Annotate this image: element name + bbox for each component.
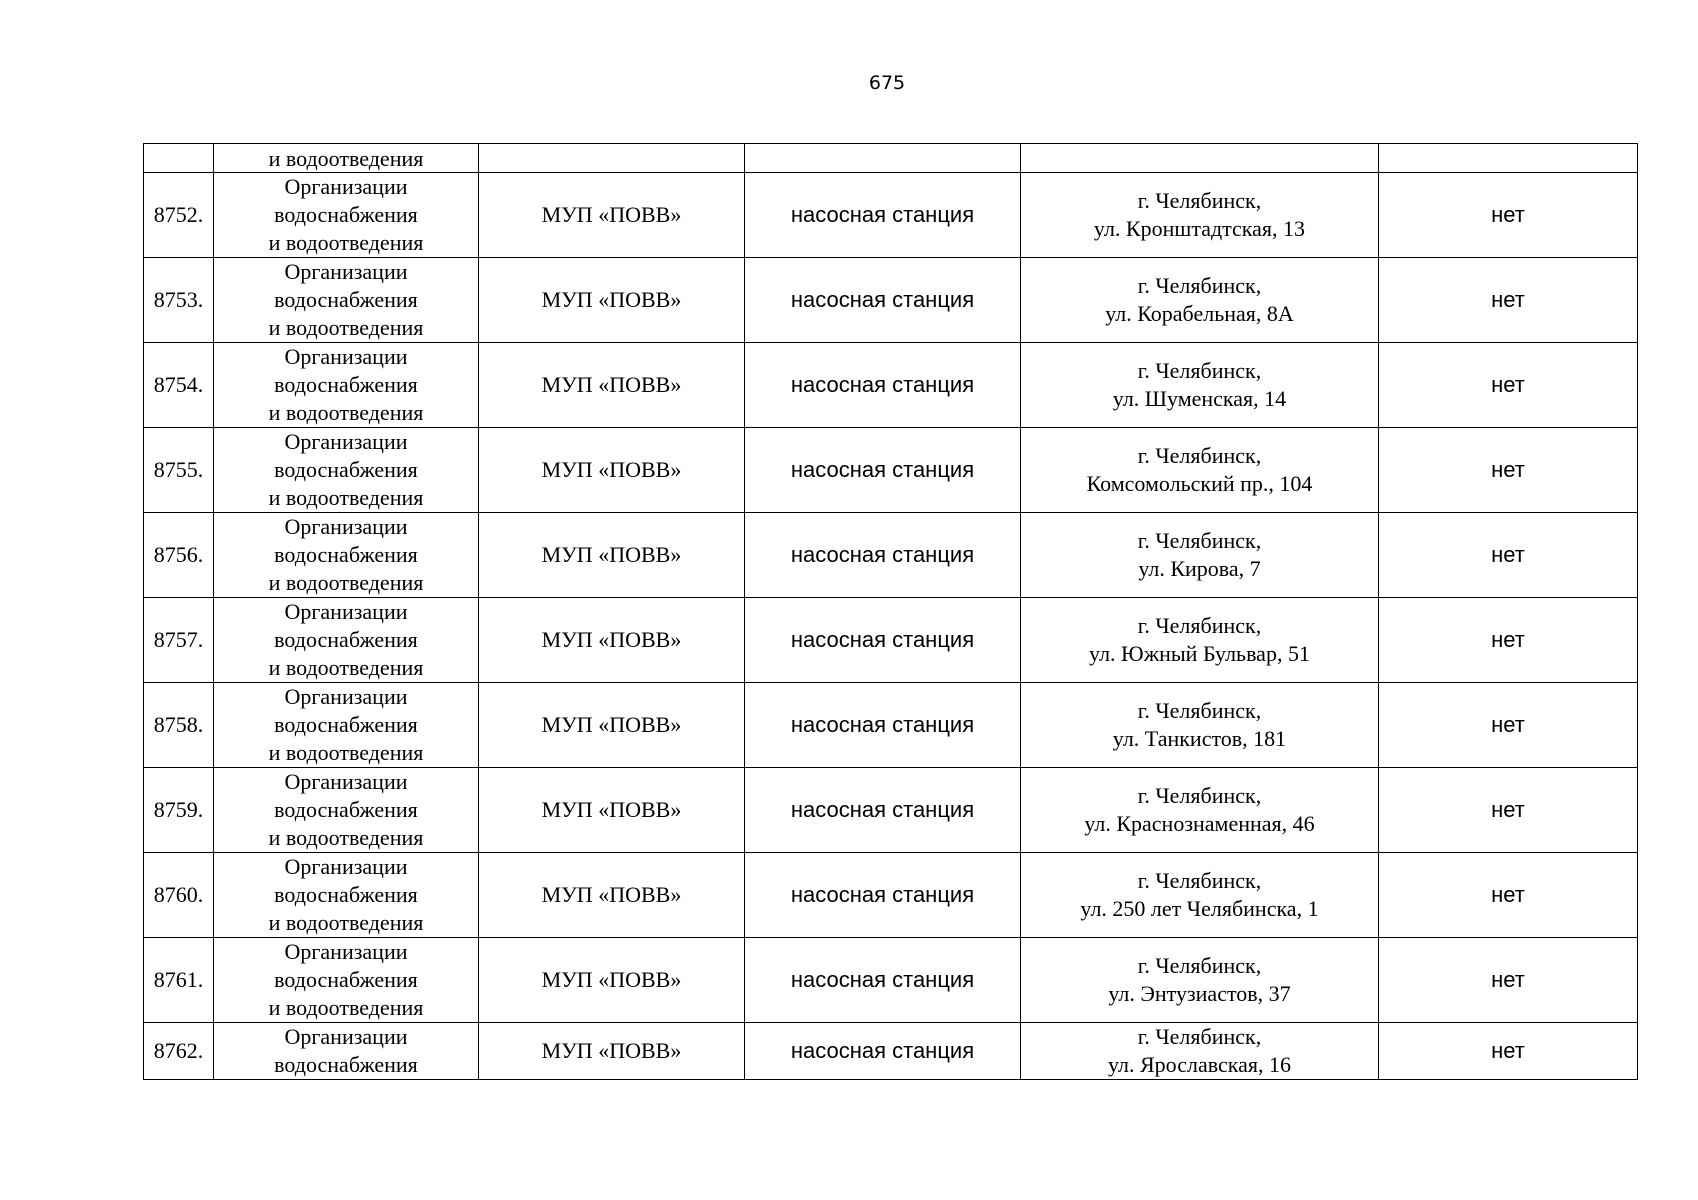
cell-object: насосная станция bbox=[745, 853, 1021, 938]
cell-flag: нет bbox=[1379, 343, 1638, 428]
org-type-line: и водоотведения bbox=[268, 315, 424, 340]
address-line: г. Челябинск, bbox=[1137, 868, 1262, 893]
cell-address bbox=[1021, 144, 1379, 173]
org-type-line: Организации bbox=[284, 939, 408, 964]
cell-operator: МУП «ПОВВ» bbox=[479, 513, 745, 598]
cell-object: насосная станция bbox=[745, 938, 1021, 1023]
cell-operator bbox=[479, 144, 745, 173]
cell-address bbox=[1021, 768, 1379, 853]
cell-flag: нет bbox=[1379, 938, 1638, 1023]
address-line: г. Челябинск, bbox=[1137, 273, 1262, 298]
cell-flag: нет bbox=[1379, 428, 1638, 513]
cell-operator: МУП «ПОВВ» bbox=[479, 938, 745, 1023]
address-line: ул. Южный Бульвар, 51 bbox=[1089, 641, 1310, 666]
cell-flag bbox=[1379, 144, 1638, 173]
table-row bbox=[144, 428, 1638, 513]
address-line: ул. Краснознаменная, 46 bbox=[1084, 811, 1315, 836]
page-number: 675 bbox=[868, 72, 906, 94]
table-row bbox=[144, 258, 1638, 343]
org-type-line: и водоотведения bbox=[268, 825, 424, 850]
address-line: г. Челябинск, bbox=[1137, 443, 1262, 468]
cell-object: насосная станция bbox=[745, 428, 1021, 513]
cell-flag: нет bbox=[1379, 1023, 1638, 1080]
table-row bbox=[144, 343, 1638, 428]
address-line: г. Челябинск, bbox=[1137, 1024, 1262, 1049]
cell-operator: МУП «ПОВВ» bbox=[479, 258, 745, 343]
org-type-line: водоснабжения bbox=[274, 1052, 418, 1077]
cell-address bbox=[1021, 938, 1379, 1023]
address-line: ул. Кирова, 7 bbox=[1138, 556, 1261, 581]
table-row bbox=[144, 513, 1638, 598]
address-line: ул. Энтузиастов, 37 bbox=[1108, 981, 1291, 1006]
cell-operator: МУП «ПОВВ» bbox=[479, 598, 745, 683]
cell-org-type bbox=[214, 1023, 479, 1080]
address-line: г. Челябинск, bbox=[1137, 953, 1262, 978]
cell-object: насосная станция bbox=[745, 683, 1021, 768]
address-line: г. Челябинск, bbox=[1137, 783, 1262, 808]
org-type-line: водоснабжения bbox=[274, 797, 418, 822]
address-line: г. Челябинск, bbox=[1137, 528, 1262, 553]
cell-address bbox=[1021, 428, 1379, 513]
cell-flag: нет bbox=[1379, 173, 1638, 258]
cell-num: 8762. bbox=[144, 1023, 214, 1080]
cell-object: насосная станция bbox=[745, 1023, 1021, 1080]
org-type-line: водоснабжения bbox=[274, 712, 418, 737]
cell-flag: нет bbox=[1379, 513, 1638, 598]
org-type-line: водоснабжения bbox=[274, 967, 418, 992]
org-type-line: Организации bbox=[284, 684, 408, 709]
address-line: ул. 250 лет Челябинска, 1 bbox=[1080, 896, 1319, 921]
cell-object bbox=[745, 144, 1021, 173]
org-type-line: водоснабжения bbox=[274, 542, 418, 567]
org-type-line: Организации bbox=[284, 429, 408, 454]
cell-object: насосная станция bbox=[745, 513, 1021, 598]
cell-operator: МУП «ПОВВ» bbox=[479, 428, 745, 513]
cell-object: насосная станция bbox=[745, 343, 1021, 428]
org-type-line: Организации bbox=[284, 259, 408, 284]
cell-address bbox=[1021, 598, 1379, 683]
cell-operator: МУП «ПОВВ» bbox=[479, 1023, 745, 1080]
cell-org-type bbox=[214, 428, 479, 513]
cell-address bbox=[1021, 513, 1379, 598]
org-type-line: и водоотведения bbox=[268, 740, 424, 765]
org-type-line: Организации bbox=[284, 599, 408, 624]
cell-address bbox=[1021, 1023, 1379, 1080]
cell-object: насосная станция bbox=[745, 173, 1021, 258]
cell-operator: МУП «ПОВВ» bbox=[479, 173, 745, 258]
cell-num: 8758. bbox=[144, 683, 214, 768]
cell-num bbox=[144, 144, 214, 173]
org-type-line: Организации bbox=[284, 1024, 408, 1049]
cell-num: 8757. bbox=[144, 598, 214, 683]
org-type-line: и водоотведения bbox=[268, 400, 424, 425]
address-line: ул. Кронштадтская, 13 bbox=[1093, 216, 1306, 241]
cell-org-type bbox=[214, 938, 479, 1023]
cell-address bbox=[1021, 853, 1379, 938]
org-type-line: водоснабжения bbox=[274, 882, 418, 907]
table-row bbox=[144, 1023, 1638, 1080]
cell-flag: нет bbox=[1379, 768, 1638, 853]
cell-num: 8761. bbox=[144, 938, 214, 1023]
org-type-line: Организации bbox=[284, 854, 408, 879]
org-type-line: и водоотведения bbox=[268, 570, 424, 595]
cell-address bbox=[1021, 343, 1379, 428]
table-row bbox=[144, 853, 1638, 938]
cell-object: насосная станция bbox=[745, 768, 1021, 853]
org-type-line: водоснабжения bbox=[274, 372, 418, 397]
cell-address bbox=[1021, 258, 1379, 343]
address-line: Комсомольский пр., 104 bbox=[1086, 471, 1313, 496]
cell-operator: МУП «ПОВВ» bbox=[479, 683, 745, 768]
address-line: ул. Шуменская, 14 bbox=[1112, 386, 1287, 411]
table-body bbox=[144, 144, 1638, 1080]
cell-org-type: и водоотведения bbox=[214, 144, 479, 173]
cell-object: насосная станция bbox=[745, 598, 1021, 683]
cell-num: 8755. bbox=[144, 428, 214, 513]
table-row bbox=[144, 683, 1638, 768]
address-line: ул. Танкистов, 181 bbox=[1112, 726, 1287, 751]
cell-operator: МУП «ПОВВ» bbox=[479, 343, 745, 428]
cell-org-type bbox=[214, 768, 479, 853]
table-row bbox=[144, 598, 1638, 683]
org-type-line: и водоотведения bbox=[268, 230, 424, 255]
cell-address bbox=[1021, 683, 1379, 768]
org-type-line: и водоотведения bbox=[268, 485, 424, 510]
org-type-line: водоснабжения bbox=[274, 287, 418, 312]
address-line: ул. Ярославская, 16 bbox=[1107, 1052, 1291, 1077]
org-type-line: Организации bbox=[284, 769, 408, 794]
cell-num: 8759. bbox=[144, 768, 214, 853]
address-line: г. Челябинск, bbox=[1137, 613, 1262, 638]
cell-org-type bbox=[214, 683, 479, 768]
org-type-line: и водоотведения bbox=[268, 910, 424, 935]
cell-org-type bbox=[214, 258, 479, 343]
cell-flag: нет bbox=[1379, 258, 1638, 343]
org-type-line: Организации bbox=[284, 344, 408, 369]
cell-num: 8760. bbox=[144, 853, 214, 938]
cell-flag: нет bbox=[1379, 853, 1638, 938]
cell-org-type bbox=[214, 343, 479, 428]
address-line: ул. Корабельная, 8А bbox=[1105, 301, 1294, 326]
table-row bbox=[144, 768, 1638, 853]
table-row bbox=[144, 173, 1638, 258]
org-type-line: Организации bbox=[284, 514, 408, 539]
address-line: г. Челябинск, bbox=[1137, 188, 1262, 213]
org-type-line: водоснабжения bbox=[274, 202, 418, 227]
cell-num: 8752. bbox=[144, 173, 214, 258]
cell-num: 8756. bbox=[144, 513, 214, 598]
org-type-line: водоснабжения bbox=[274, 457, 418, 482]
address-line: г. Челябинск, bbox=[1137, 698, 1262, 723]
address-line: г. Челябинск, bbox=[1137, 358, 1262, 383]
cell-org-type bbox=[214, 513, 479, 598]
registry-table bbox=[143, 143, 1638, 1080]
org-type-line: водоснабжения bbox=[274, 627, 418, 652]
cell-flag: нет bbox=[1379, 683, 1638, 768]
cell-org-type bbox=[214, 853, 479, 938]
cell-org-type bbox=[214, 173, 479, 258]
cell-address bbox=[1021, 173, 1379, 258]
org-type-line: и водоотведения bbox=[268, 995, 424, 1020]
table-row bbox=[144, 938, 1638, 1023]
cell-num: 8754. bbox=[144, 343, 214, 428]
org-type-line: Организации bbox=[284, 174, 408, 199]
table-row-continuation bbox=[144, 144, 1638, 173]
cell-flag: нет bbox=[1379, 598, 1638, 683]
cell-object: насосная станция bbox=[745, 258, 1021, 343]
cell-org-type bbox=[214, 598, 479, 683]
cell-num: 8753. bbox=[144, 258, 214, 343]
org-type-line: и водоотведения bbox=[268, 655, 424, 680]
cell-operator: МУП «ПОВВ» bbox=[479, 853, 745, 938]
cell-operator: МУП «ПОВВ» bbox=[479, 768, 745, 853]
